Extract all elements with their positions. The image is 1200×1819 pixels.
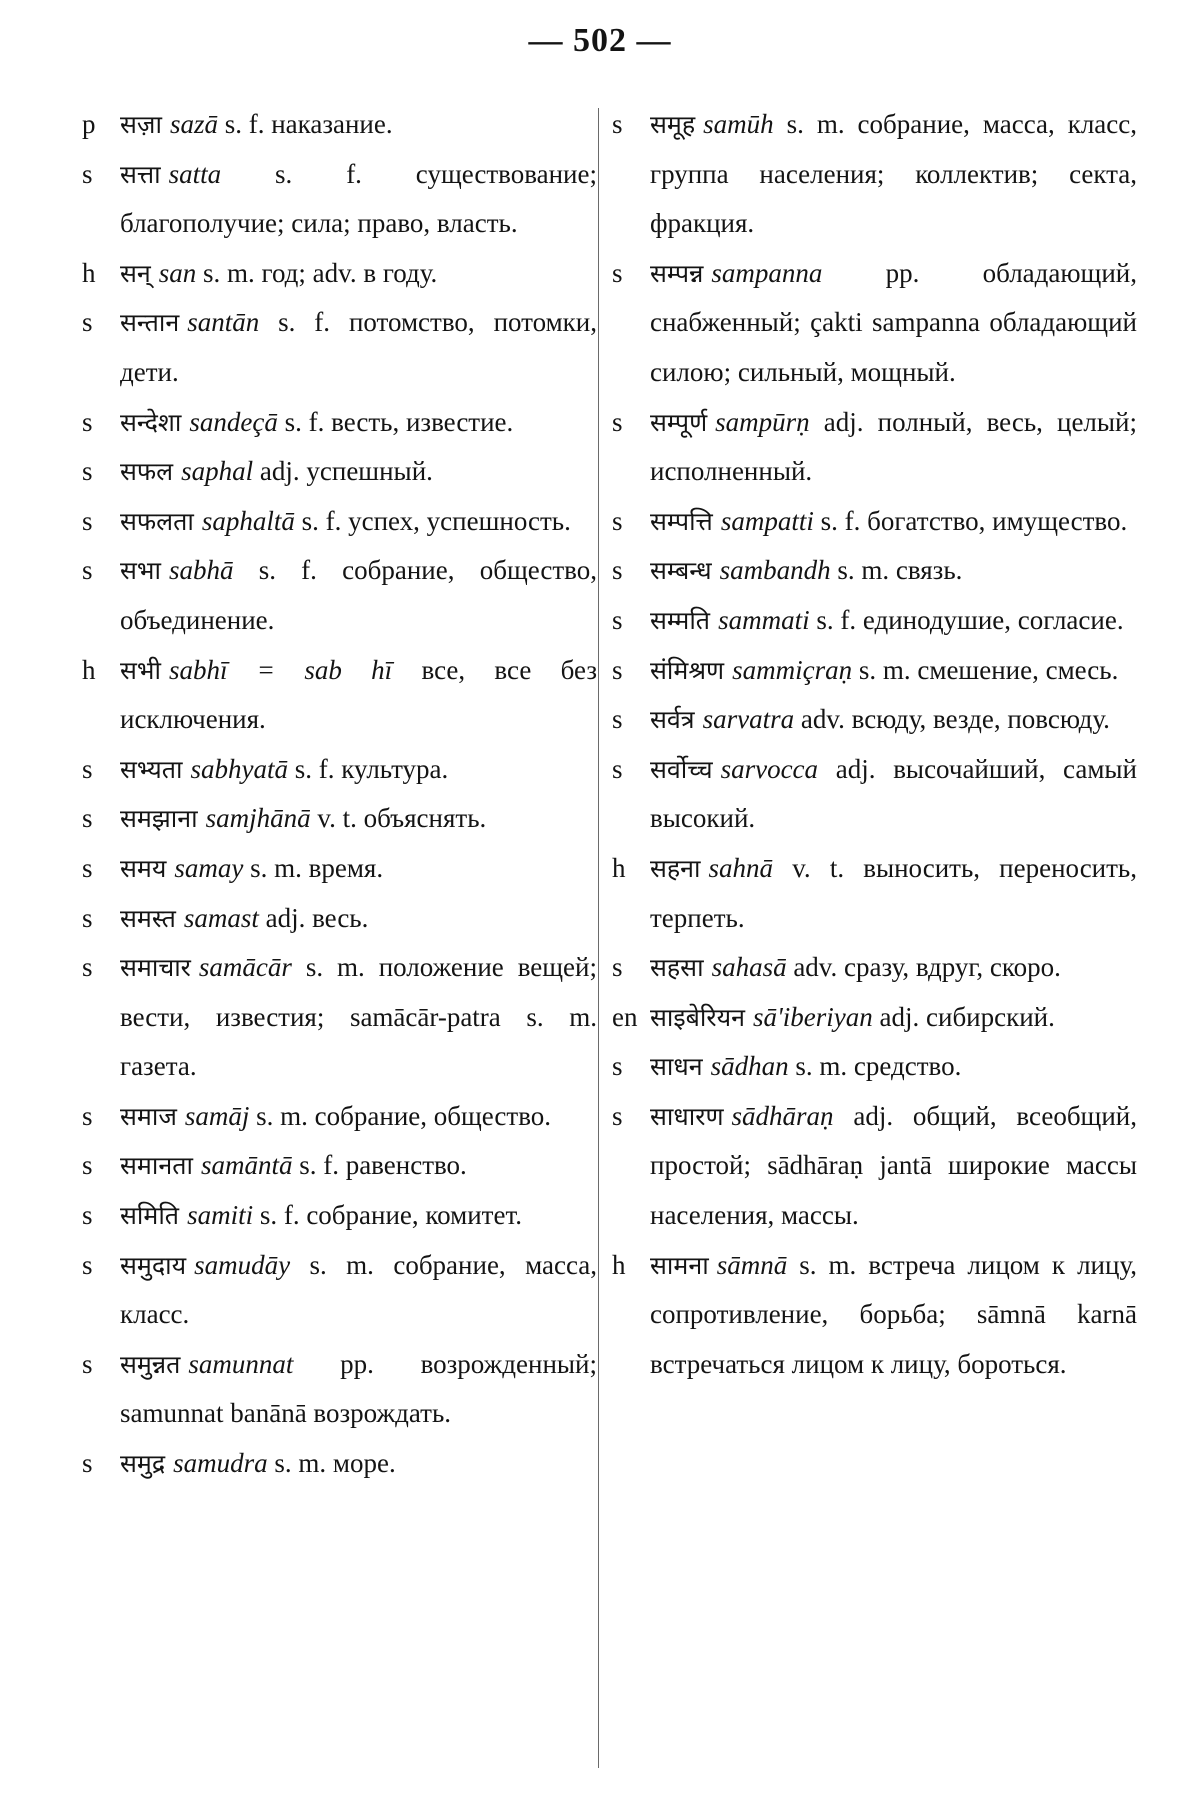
entry-source-tag: s xyxy=(82,555,93,586)
entry-definition: s. f. богатство, имущество. xyxy=(813,505,1128,536)
entry-source-tag: s xyxy=(82,803,93,834)
entry-headword: सर्वोच्च xyxy=(650,754,713,784)
entry-source-tag: p xyxy=(82,109,96,139)
entry-source-tag: h xyxy=(612,852,626,883)
entry-transliteration: sāmnā xyxy=(716,1249,788,1280)
entry-headword: सत्ता xyxy=(120,159,161,189)
entry-source-tag: s xyxy=(82,753,93,784)
dictionary-entry xyxy=(82,298,597,397)
entry-headword: सम्मति xyxy=(650,605,711,635)
entry-definition: adj. общий, всеобщий, простой; sādhāraṇ jantā широкие массы населения, массы. xyxy=(650,1100,1137,1231)
entry-headword: समस्त xyxy=(120,903,176,933)
entry-source-tag: s xyxy=(82,902,93,933)
entry-transliteration: samudra xyxy=(173,1448,268,1479)
entry-transliteration: satta xyxy=(168,158,222,189)
entry-transliteration: sahasā xyxy=(711,952,787,983)
entry-headword: समुद्र xyxy=(120,1449,166,1479)
entry-headword: समुदाय xyxy=(120,1250,187,1280)
entry-headword: सर्वत्र xyxy=(650,705,695,735)
dictionary-entry xyxy=(612,844,1137,943)
entry-definition: s. m. связь. xyxy=(830,555,963,586)
dictionary-entry xyxy=(82,100,597,150)
dictionary-entry xyxy=(82,844,597,894)
entry-transliteration: sazā xyxy=(169,109,218,139)
entry-headword: समाचार xyxy=(120,953,191,983)
entry-headword: सहसा xyxy=(650,953,704,983)
entry-transliteration: samast xyxy=(183,902,259,933)
entry-source-tag: s xyxy=(82,158,93,189)
entry-transliteration: samāntā xyxy=(200,1150,293,1181)
dictionary-entry xyxy=(612,1092,1137,1241)
entry-headword: सभी xyxy=(120,655,161,685)
entry-headword: सामना xyxy=(650,1250,709,1280)
entry-source-tag: s xyxy=(612,505,623,536)
entry-transliteration: samudāy xyxy=(194,1249,291,1280)
entry-transliteration: sādhāraṇ xyxy=(731,1100,834,1131)
dictionary-entry xyxy=(612,646,1137,696)
entry-transliteration: saphaltā xyxy=(201,505,295,536)
entry-transliteration: samiti xyxy=(187,1200,254,1231)
entry-definition: adv. сразу, вдруг, скоро. xyxy=(786,952,1061,983)
entry-definition: s. m. собрание, масса, класс. xyxy=(120,1249,597,1330)
entry-headword: सन्तान xyxy=(120,308,180,338)
entry-transliteration: samjhānā xyxy=(205,803,311,834)
entry-transliteration: sabhā xyxy=(168,555,234,586)
entry-definition: s. f. наказание. xyxy=(217,109,393,139)
entry-definition: v. t. объяснять. xyxy=(310,803,487,834)
entry-headword: साइबेरियन xyxy=(650,1002,746,1032)
entry-transliteration: sammati xyxy=(718,604,810,635)
entry-source-tag: s xyxy=(612,753,623,784)
entry-headword: समुन्नत xyxy=(120,1349,181,1379)
entry-headword: संमिश्रण xyxy=(650,655,725,685)
entry-source-tag: s xyxy=(612,704,623,735)
entry-definition: s. m. встреча лицом к лицу, сопротивление, борьба; sāmnā karnā встречаться лицом к лицу, бороться. xyxy=(650,1249,1137,1379)
entry-headword: सन्देशा xyxy=(120,407,182,437)
dictionary-entry xyxy=(612,249,1137,398)
entry-source-tag: s xyxy=(612,1100,623,1131)
entry-transliteration: samācār xyxy=(198,952,292,983)
entry-headword: सन् xyxy=(120,258,151,288)
entry-definition: s. m. средство. xyxy=(788,1051,962,1082)
dictionary-entry xyxy=(82,1241,597,1340)
entry-definition: все, все без исключения. xyxy=(120,654,597,735)
entry-source-tag: s xyxy=(82,307,93,338)
dictionary-entry xyxy=(82,1191,597,1241)
entry-definition: adj. высочайший, самый высокий. xyxy=(650,753,1137,834)
dictionary-entry xyxy=(82,1141,597,1191)
entry-source-tag: s xyxy=(82,456,93,487)
entry-definition: adj. сибирский. xyxy=(872,1001,1055,1032)
entry-headword: समाज xyxy=(120,1101,177,1131)
dictionary-entry xyxy=(82,1092,597,1142)
entry-headword: सभ्यता xyxy=(120,754,183,784)
entry-definition: adj. весь. xyxy=(258,902,369,933)
entry-headword: समिति xyxy=(120,1201,180,1231)
entry-transliteration: sammiçraṇ xyxy=(732,654,853,685)
entry-definition: s. f. существование; благополучие; сила; право, власть. xyxy=(120,158,597,239)
entry-definition: s. f. собрание, комитет. xyxy=(253,1200,522,1231)
entry-headword: सफलता xyxy=(120,506,194,536)
entry-transliteration: sādhan xyxy=(710,1051,789,1082)
entry-source-tag: s xyxy=(612,109,623,139)
entry-headword: सम्बन्ध xyxy=(650,556,712,586)
entry-definition: s. f. собрание, общество, объединение. xyxy=(120,555,597,635)
entry-source-tag: s xyxy=(82,1150,93,1181)
entry-source-tag: h xyxy=(612,1249,626,1280)
entry-definition: pp. возрожденный; samunnat banānā возрождать. xyxy=(120,1348,597,1429)
entry-definition: s. m. год; adv. в году. xyxy=(196,257,438,288)
dictionary-entry xyxy=(82,546,597,645)
entry-transliteration: samunnat xyxy=(188,1348,294,1379)
dictionary-entry xyxy=(82,894,597,944)
right-column xyxy=(612,100,1137,1389)
entry-headword: सम्पन्न xyxy=(650,258,704,288)
entry-transliteration: saphal xyxy=(181,456,254,487)
entry-source-tag: s xyxy=(82,1200,93,1231)
dictionary-entry xyxy=(82,150,597,249)
entry-source-tag: s xyxy=(612,654,623,685)
entry-transliteration: samāj xyxy=(184,1100,250,1131)
dictionary-entry xyxy=(612,100,1137,249)
entry-headword: समानता xyxy=(120,1151,193,1181)
dictionary-entry xyxy=(82,447,597,497)
entry-transliteration: santān xyxy=(187,307,260,338)
entry-source-tag: s xyxy=(82,1100,93,1131)
entry-source-tag: s xyxy=(612,406,623,437)
entry-definition: adv. всюду, везде, повсюду. xyxy=(794,704,1110,735)
dictionary-entry xyxy=(612,943,1137,993)
entry-headword: साधन xyxy=(650,1052,703,1082)
entry-source-tag: h xyxy=(82,654,96,685)
entry-source-tag: h xyxy=(82,257,96,288)
entry-headword: सभा xyxy=(120,556,161,586)
entry-definition: s. m. собрание, общество. xyxy=(249,1100,552,1131)
entry-transliteration: sampūrṇ xyxy=(715,406,810,437)
entry-definition: s. f. культура. xyxy=(288,753,449,784)
entry-definition: s. m. море. xyxy=(267,1448,396,1479)
dictionary-entry xyxy=(612,1241,1137,1390)
dictionary-entry xyxy=(82,646,597,745)
entry-transliteration: san xyxy=(158,257,197,288)
entry-transliteration: sā'iberiyan xyxy=(753,1001,873,1032)
entry-definition: s. f. успех, успешность. xyxy=(294,505,571,536)
entry-definition: v. t. выносить, переносить, терпеть. xyxy=(650,852,1137,933)
entry-definition: s. m. положение вещей; вести, известия; samācār-patra s. m. газета. xyxy=(120,952,597,1082)
dictionary-entry xyxy=(612,695,1137,745)
entry-headword: सहना xyxy=(650,853,701,883)
entry-source-tag: s xyxy=(82,505,93,536)
dictionary-entry xyxy=(612,1042,1137,1092)
entry-definition: s. f. потомство, потомки, дети. xyxy=(120,307,597,387)
entry-transliteration: samūh xyxy=(703,109,774,139)
entry-transliteration: sandeçā xyxy=(189,406,278,437)
entry-source-tag: s xyxy=(82,852,93,883)
column-divider xyxy=(598,108,599,1768)
entry-definition: s. m. собрание, масса, класс, группа населения; коллектив; секта, фракция. xyxy=(650,109,1137,239)
entry-transliteration: sambandh xyxy=(719,555,831,586)
entry-source-tag: s xyxy=(612,555,623,586)
entry-definition: s. f. равенство. xyxy=(292,1150,467,1181)
page-number: — 502 — xyxy=(528,22,672,59)
entry-source-tag: s xyxy=(82,1249,93,1280)
entry-definition: adj. полный, весь, целый; исполненный. xyxy=(650,406,1137,487)
dictionary-entry xyxy=(612,993,1137,1043)
entry-transliteration: sampatti xyxy=(720,505,814,536)
entry-source-tag: s xyxy=(82,1448,93,1479)
entry-transliteration: samay xyxy=(174,852,244,883)
entry-definition: pp. обладающий, снабженный; çakti sampanna обладающий силою; сильный, мощный. xyxy=(650,257,1137,387)
entry-source-tag: s xyxy=(612,604,623,635)
dictionary-entry xyxy=(82,794,597,844)
entry-source-tag: s xyxy=(82,406,93,437)
entry-definition: adj. успешный. xyxy=(253,456,433,487)
entry-source-tag: s xyxy=(612,1051,623,1082)
entry-source-tag: s xyxy=(82,1348,93,1379)
dictionary-entry xyxy=(82,1340,597,1439)
entry-definition: s. m. время. xyxy=(243,852,384,883)
entry-headword: समूह xyxy=(650,110,696,139)
entry-source-tag: s xyxy=(82,952,93,983)
dictionary-entry xyxy=(612,497,1137,547)
entry-source-tag: en xyxy=(612,1001,638,1032)
entry-headword: सज़ा xyxy=(120,110,162,139)
dictionary-entry xyxy=(82,1439,597,1489)
entry-headword: साधारण xyxy=(650,1101,724,1131)
entry-definition: s. m. смешение, смесь. xyxy=(852,654,1119,685)
dictionary-entry xyxy=(82,497,597,547)
entry-transliteration: sarvatra xyxy=(702,704,795,735)
entry-transliteration: sahnā xyxy=(708,852,774,883)
entry-definition: s. f. весть, известие. xyxy=(277,406,514,437)
dictionary-entry xyxy=(612,745,1137,844)
left-column xyxy=(82,100,597,1489)
dictionary-entry xyxy=(612,596,1137,646)
entry-headword: सम्पत्ति xyxy=(650,506,713,536)
entry-transliteration: sarvocca xyxy=(720,753,819,784)
entry-transliteration: sampanna xyxy=(711,257,823,288)
entry-headword: समय xyxy=(120,853,167,883)
entry-source-tag: s xyxy=(612,257,623,288)
dictionary-entry xyxy=(612,546,1137,596)
entry-headword: सफल xyxy=(120,457,174,487)
dictionary-entry xyxy=(82,943,597,1092)
entry-source-tag: s xyxy=(612,952,623,983)
entry-definition: s. f. единодушие, согласие. xyxy=(809,604,1124,635)
entry-transliteration: sabhyatā xyxy=(190,753,289,784)
dictionary-entry xyxy=(82,398,597,448)
dictionary-entry xyxy=(82,249,597,299)
entry-headword: समझाना xyxy=(120,804,198,834)
dictionary-entry xyxy=(612,398,1137,497)
dictionary-entry xyxy=(82,745,597,795)
entry-headword: सम्पूर्ण xyxy=(650,407,708,437)
entry-transliteration: sabhī = sab hī xyxy=(168,654,393,685)
